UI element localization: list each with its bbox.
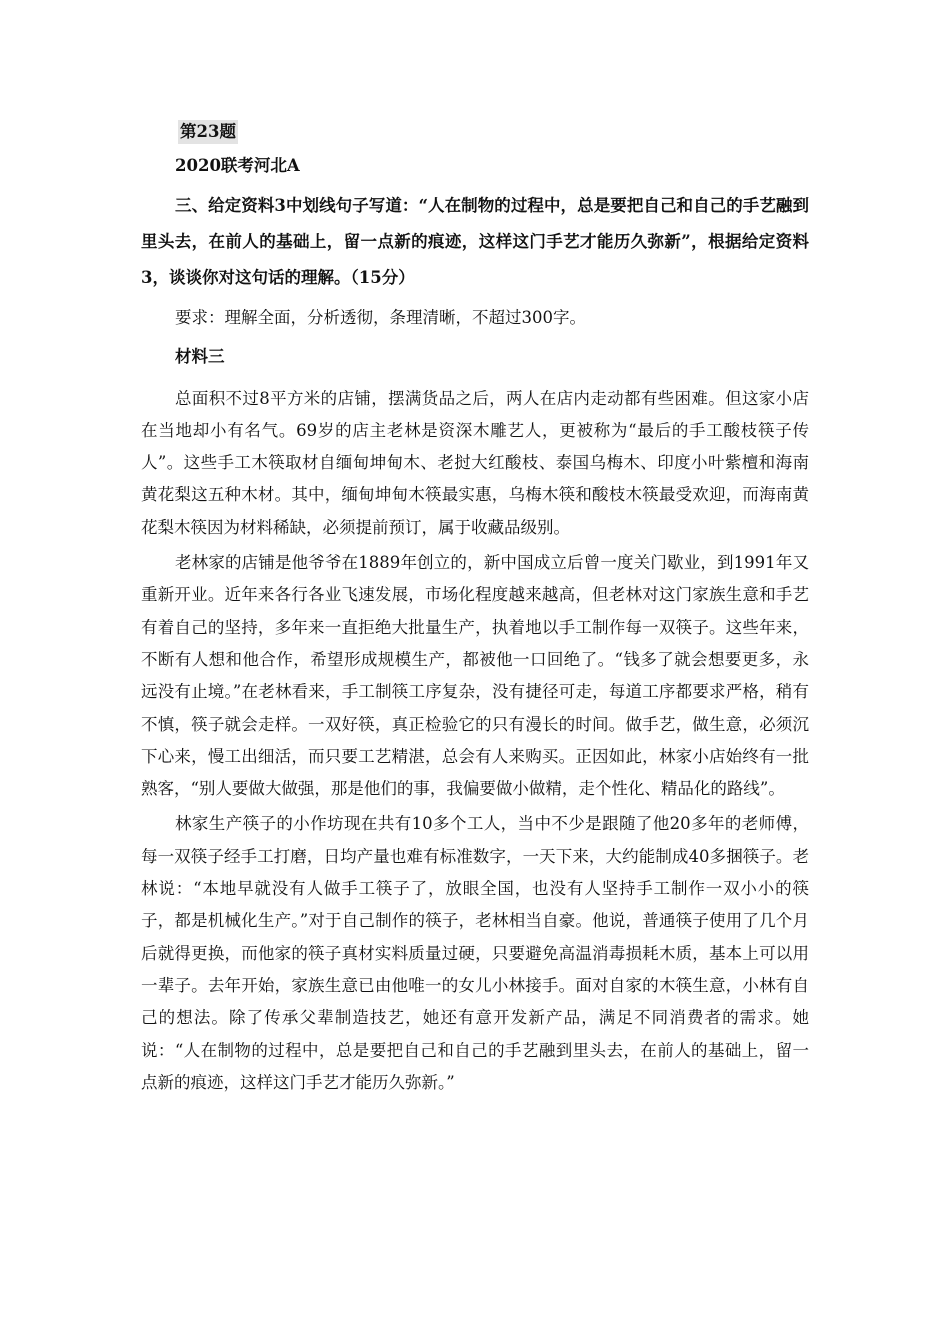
material-paragraph-3: 林家生产筷子的小作坊现在共有10多个工人，当中不少是跟随了他20多年的老师傅，每一双筷子经手工打磨，日均产量也难有标准数字，一天下来，大约能制成40多捆筷子。老林说：“本地早就没有人做手工筷子了，放眼全国，也没有人坚持手工制作一双小小的筷子，都是机械化生产。”对于自己制作的筷子，老林相当自豪。他说，普通筷子使用了几个月后就得更换，而他家的筷子真材实料质量过硬，只要避免高温消毒损耗木质，基本上可以用一辈子。去年开始，家族生意已由他唯一的女儿小林接手。面对自家的木筷生意，小林有自己的想法。除了传承父辈制造技艺，她还有意开发新产品，满足不同消费者的需求。她说：“人在制物的过程中，总是要把自己和自己的手艺融到里头去，在前人的基础上，留一点新的痕迹，这样这门手艺才能历久弥新。” xyxy=(141,814,809,1092)
material-title: 材料三 xyxy=(175,347,225,367)
material-paragraph-1: 总面积不过8平方米的店铺，摆满货品之后，两人在店内走动都有些困难。但这家小店在当地却小有名气。69岁的店主老林是资深木雕艺人，更被称为“最后的手工酸枝筷子传人”。这些手工木筷取材自缅甸坤甸木、老挝大红酸枝、泰国乌梅木、印度小叶紫檀和海南黄花梨这五种木材。其中，缅甸坤甸木筷最实惠，乌梅木筷和酸枝木筷最受欢迎，而海南黄花梨木筷因为材料稀缺，必须提前预订，属于收藏品级别。 xyxy=(141,388,809,537)
question-number: 第23题 xyxy=(178,120,238,144)
question-text: 三、给定资料3中划线句子写道：“人在制物的过程中，总是要把自己和自己的手艺融到里头去，在前人的基础上，留一点新的痕迹，这样这门手艺才能历久弥新”，根据给定资料3，谈谈你对这句话的理解。（15分） xyxy=(141,196,809,287)
document-content xyxy=(141,120,809,1099)
requirement-text: 要求：理解全面，分析透彻，条理清晰，不超过300字。 xyxy=(175,308,586,327)
question-number-line xyxy=(141,120,809,144)
source-label: 2020联考河北A xyxy=(175,156,300,175)
material-paragraph-2: 老林家的店铺是他爷爷在1889年创立的，新中国成立后曾一度关门歇业，到1991年又重新开业。近年来各行各业飞速发展，市场化程度越来越高，但老林对这门家族生意和手艺有着自己的坚持，多年来一直拒绝大批量生产，执着地以手工制作每一双筷子。这些年来，不断有人想和他合作，希望形成规模生产，都被他一口回绝了。“钱多了就会想要更多，永远没有止境。”在老林看来，手工制筷工序复杂，没有捷径可走，每道工序都要求严格，稍有不慎，筷子就会走样。一双好筷，真正检验它的只有漫长的时间。做手艺，做生意，必须沉下心来，慢工出细活，而只要工艺精湛，总会有人来购买。正因如此，林家小店始终有一批熟客，“别人要做大做强，那是他们的事，我偏要做小做精，走个性化、精品化的路线”。 xyxy=(141,553,809,799)
